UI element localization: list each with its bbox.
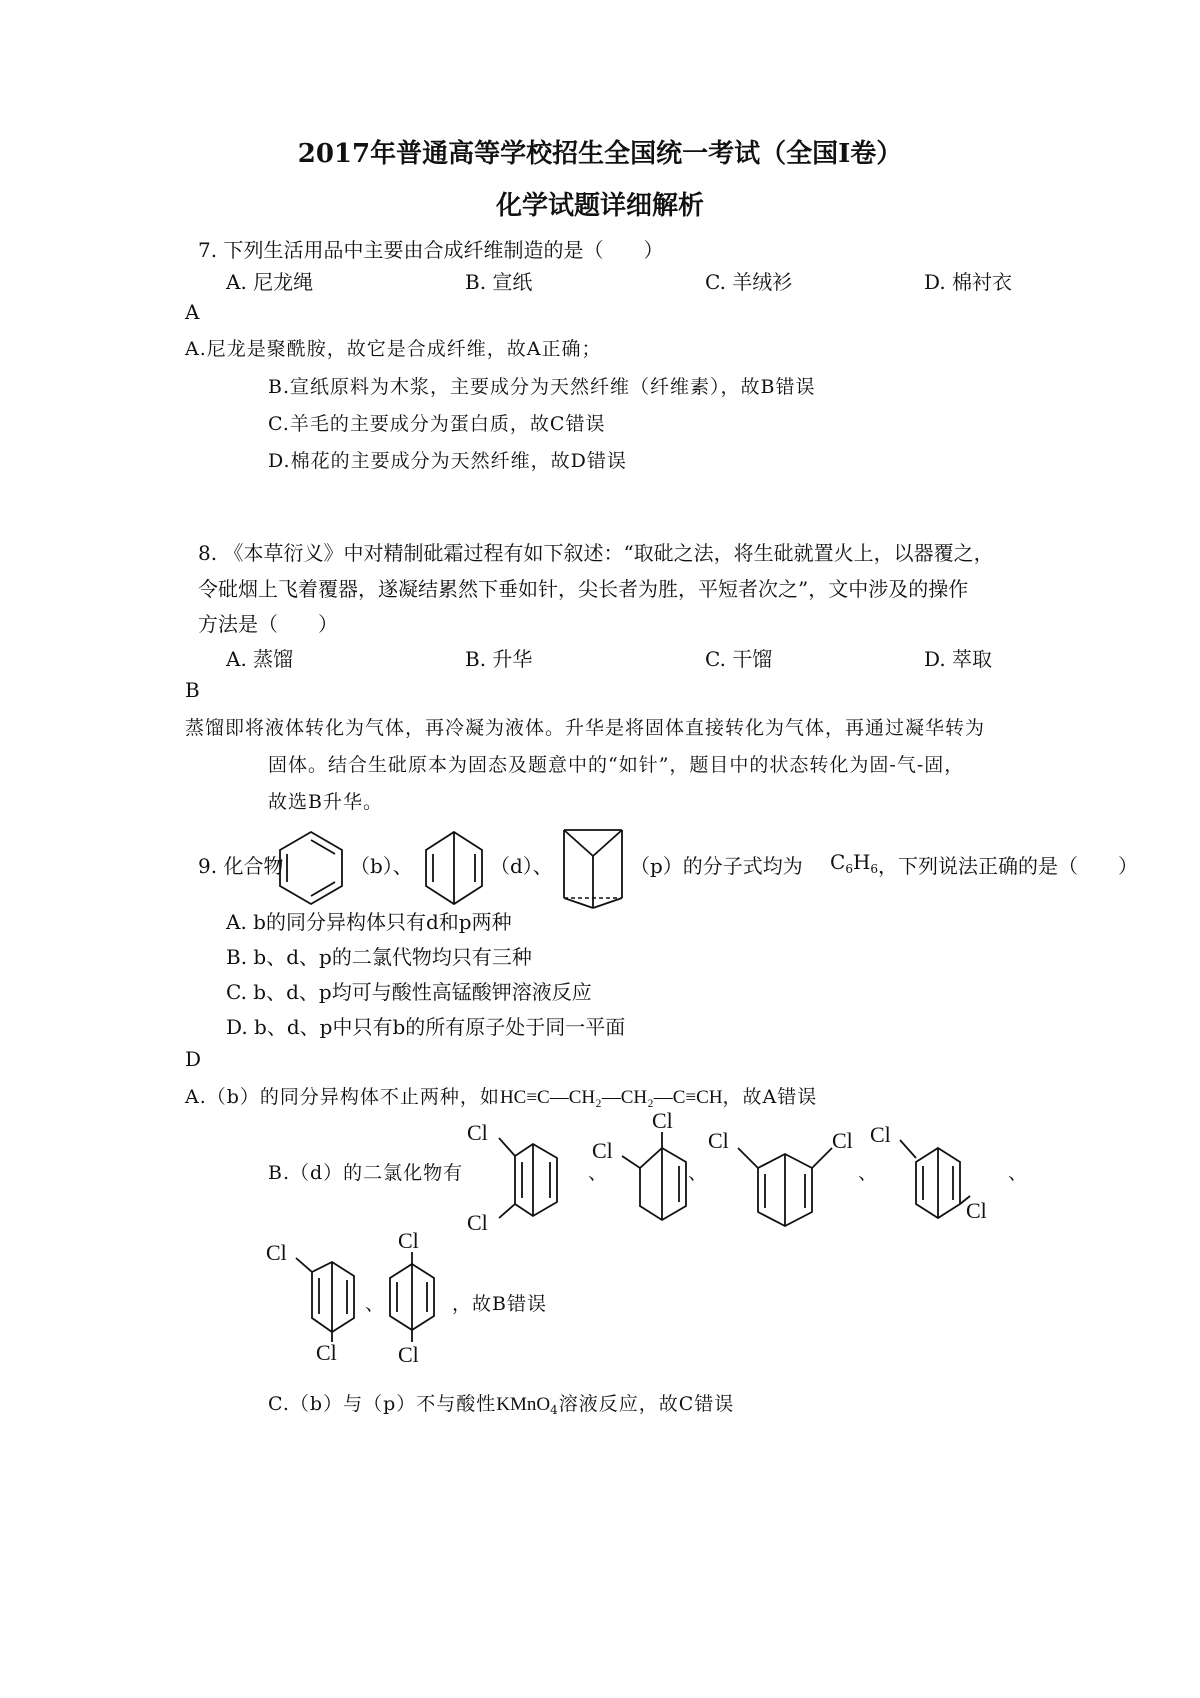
separator: 、 [858, 1162, 879, 1184]
q9-explanation-b: B.（d）的二氯化物有 [268, 1162, 464, 1184]
formula-element-c: C [830, 850, 846, 874]
q9-label-p: （p）的分子式均为 [630, 854, 803, 878]
dichloride-structure-4 [870, 1114, 1010, 1244]
q7-explanation-b: B.宣纸原料为木浆，主要成分为天然纤维（纤维素），故B错误 [268, 376, 816, 398]
q9-explanation-a-suffix: ，故A错误 [722, 1086, 818, 1108]
cl-label: Cl [966, 1198, 987, 1223]
q8-option-a: A. 蒸馏 [226, 647, 294, 671]
kmno4-subscript: 4 [550, 1403, 559, 1417]
benzene-structure-b [276, 830, 346, 906]
cl-label: Cl [316, 1340, 337, 1365]
cl-label: Cl [467, 1210, 488, 1235]
dichloride-structure-1 [455, 1118, 585, 1238]
dewar-benzene-structure-d [422, 830, 486, 906]
page-title: 2017年普通高等学校招生全国统一考试（全国I卷） [297, 139, 903, 169]
cl-label: Cl [592, 1138, 613, 1163]
cl-label: Cl [870, 1122, 891, 1147]
prismane-structure-p [560, 826, 626, 912]
q8-stem-line3: 方法是（ ） [198, 612, 338, 636]
q9-explanation-a [185, 1082, 817, 1109]
page-subtitle: 化学试题详细解析 [495, 191, 704, 221]
q8-explanation-line3: 故选B升华。 [268, 791, 383, 813]
cl-label: Cl [467, 1120, 488, 1145]
q7-option-a: A. 尼龙绳 [226, 270, 314, 294]
q9-stem-suffix: ，下列说法正确的是（ ） [878, 854, 1138, 878]
cl-label: Cl [708, 1128, 729, 1153]
separator: 、 [588, 1162, 609, 1184]
q9-explanation-c-prefix: C.（b）与（p）不与酸性 [268, 1393, 497, 1415]
q7-explanation-c: C.羊毛的主要成分为蛋白质，故C错误 [268, 413, 606, 435]
q8-stem-line1: 8. 《本草衍义》中对精制砒霜过程有如下叙述：“取砒之法，将生砒就置火上，以器覆之， [198, 541, 994, 565]
formula-subscript-h: 6 [870, 862, 879, 876]
cl-label: Cl [398, 1342, 419, 1367]
q9-explanation-a-prefix: A.（b）的同分异构体不止两种，如 [185, 1086, 500, 1108]
cl-label: Cl [652, 1108, 673, 1133]
cl-label: Cl [266, 1240, 287, 1265]
q9-option-c: C. b、d、p均可与酸性高锰酸钾溶液反应 [226, 980, 592, 1004]
q9-label-d: （d）、 [490, 854, 553, 878]
q7-stem: 7. 下列生活用品中主要由合成纤维制造的是（ ） [198, 238, 664, 262]
q9-answer: D [185, 1047, 202, 1071]
q9-label-b: （b）、 [350, 854, 413, 878]
q7-answer: A [185, 300, 200, 324]
q8-option-c: C. 干馏 [705, 647, 773, 671]
q8-answer: B [185, 678, 200, 702]
q9-option-a: A. b的同分异构体只有d和p两种 [226, 910, 512, 934]
cl-label: Cl [398, 1228, 419, 1253]
q9-option-d: D. b、d、p中只有b的所有原子处于同一平面 [226, 1015, 626, 1039]
q8-option-b: B. 升华 [465, 647, 533, 671]
q7-option-b: B. 宣纸 [465, 270, 533, 294]
q9-explanation-b-suffix: ，故B错误 [452, 1293, 547, 1315]
q9-stem-prefix: 9. 化合物 [198, 854, 284, 878]
q9-formula [830, 850, 878, 876]
q9-option-b: B. b、d、p的二氯代物均只有三种 [226, 945, 532, 969]
q7-explanation-a: A.尼龙是聚酰胺，故它是合成纤维，故A正确； [185, 338, 602, 360]
cl-label: Cl [832, 1128, 853, 1153]
q9-explanation-c [268, 1389, 734, 1417]
dichloride-structure-6 [372, 1226, 462, 1366]
q7-option-d: D. 棉衬衣 [924, 270, 1013, 294]
isomer-formula: HC≡C—CH₂—CH₂—C≡CH [499, 1087, 723, 1108]
separator: 、 [365, 1293, 386, 1315]
kmno4-formula: KMnO [496, 1394, 551, 1415]
formula-subscript-c: 6 [845, 862, 853, 876]
separator: 、 [688, 1162, 709, 1184]
dichloride-structure-3 [708, 1118, 858, 1238]
q7-option-c: C. 羊绒衫 [705, 270, 793, 294]
q8-explanation-line2: 固体。结合生砒原本为固态及题意中的“如针”，题目中的状态转化为固-气-固， [268, 754, 965, 776]
q8-option-d: D. 萃取 [924, 647, 993, 671]
q8-stem-line2: 令砒烟上飞着覆器，遂凝结累然下垂如针，尖长者为胜，平短者次之”，文中涉及的操作 [198, 577, 969, 601]
q9-explanation-c-suffix: 溶液反应，故C错误 [558, 1393, 735, 1415]
q8-explanation-line1: 蒸馏即将液体转化为气体，再冷凝为液体。升华是将固体直接转化为气体，再通过凝华转为 [185, 717, 986, 739]
formula-element-h: H [852, 850, 871, 874]
separator: 、 [1008, 1162, 1029, 1184]
q7-explanation-d: D.棉花的主要成分为天然纤维，故D错误 [268, 450, 627, 472]
